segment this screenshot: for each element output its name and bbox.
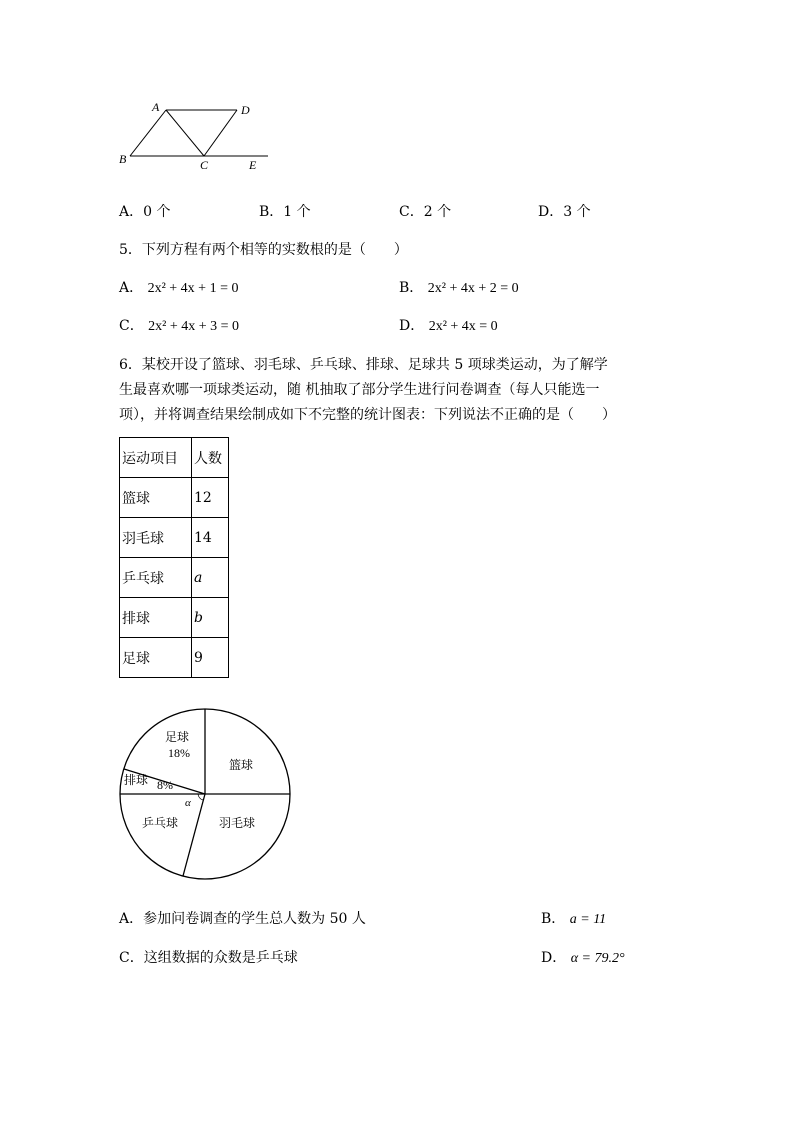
table-row bbox=[120, 518, 229, 558]
geometry-figure bbox=[112, 98, 282, 178]
table-row bbox=[120, 478, 229, 518]
q4-option-c-text: 2 个 bbox=[423, 204, 452, 220]
q6-option-d bbox=[541, 949, 625, 968]
table-cell: a bbox=[192, 558, 229, 598]
pie-chart bbox=[118, 707, 294, 883]
q5-option-d-letter: D． bbox=[399, 318, 425, 334]
table-cell: 9 bbox=[192, 638, 229, 678]
label-A: A bbox=[152, 100, 160, 114]
q5-option-b-letter: B． bbox=[399, 280, 424, 296]
q5-option-a-expr: 2x² + 4x + 1 = 0 bbox=[147, 281, 239, 296]
q6-option-c bbox=[119, 949, 298, 967]
q6-option-a bbox=[119, 910, 366, 928]
q4-option-d bbox=[538, 203, 591, 221]
label-D: D bbox=[241, 103, 250, 117]
table-row bbox=[120, 638, 229, 678]
q6-stem-line-3: 项），并将调查结果绘制成如下不完整的统计图表：下列说法不正确的是（ ） bbox=[119, 407, 616, 423]
q6-option-b-text: a = 11 bbox=[569, 912, 607, 927]
table-row bbox=[120, 558, 229, 598]
q6-option-c-letter: C． bbox=[119, 950, 144, 966]
label-B: B bbox=[119, 152, 127, 166]
table-cell: 乒乓球 bbox=[120, 558, 192, 598]
q5-option-a-letter: A． bbox=[119, 280, 144, 296]
alpha-arc bbox=[198, 794, 203, 800]
q4-option-b-text: 1 个 bbox=[283, 204, 311, 220]
q6-option-d-letter: D． bbox=[541, 950, 567, 966]
pie-label-yumaoqiu: 羽毛球 bbox=[219, 816, 256, 830]
table-cell: 14 bbox=[192, 518, 229, 558]
pie-label-zuqiu-pct: 18% bbox=[168, 746, 190, 760]
label-E: E bbox=[249, 158, 257, 172]
q6-option-d-text: α = 79.2° bbox=[570, 951, 625, 966]
q4-option-c bbox=[399, 203, 451, 221]
q6-option-c-text: 这组数据的众数是乒乓球 bbox=[143, 950, 298, 966]
q6-stem-line-2: 生最喜欢哪一项球类运动，随 机抽取了部分学生进行问卷调查（每人只能选一 bbox=[119, 382, 600, 398]
pie-label-zuqiu: 足球 bbox=[165, 730, 190, 744]
q6-stem-line-1: 6．某校开设了篮球、羽毛球、乒乓球、排球、足球共 5 项球类运动，为了解学 bbox=[119, 357, 608, 373]
pie-label-alpha: α bbox=[185, 797, 191, 809]
q6-option-a-letter: A． bbox=[119, 911, 144, 927]
pie-label-paiqiu-pct: 8% bbox=[157, 778, 173, 792]
label-C: C bbox=[200, 158, 209, 172]
table-cell: b bbox=[192, 598, 229, 638]
q4-option-d-letter: D． bbox=[538, 204, 564, 220]
table-header-row bbox=[120, 438, 229, 478]
q5-option-d bbox=[399, 317, 498, 336]
segment-DC bbox=[204, 110, 237, 156]
table-cell: 排球 bbox=[120, 598, 192, 638]
sports-table bbox=[119, 437, 229, 678]
table-cell: 篮球 bbox=[120, 478, 192, 518]
table-row bbox=[120, 598, 229, 638]
q5-option-d-expr: 2x² + 4x = 0 bbox=[428, 319, 498, 334]
table-cell: 12 bbox=[192, 478, 229, 518]
table-header-cell: 人数 bbox=[192, 438, 229, 478]
q4-option-b-letter: B． bbox=[259, 204, 284, 220]
q4-option-b bbox=[259, 203, 311, 221]
q5-option-b bbox=[399, 279, 519, 298]
table-header-cell: 运动项目 bbox=[120, 438, 192, 478]
pie-label-pingpang: 乒乓球 bbox=[142, 816, 179, 830]
q4-option-c-letter: C． bbox=[399, 204, 424, 220]
q5-option-b-expr: 2x² + 4x + 2 = 0 bbox=[427, 281, 519, 296]
q4-option-a-text: 0 个 bbox=[143, 204, 171, 220]
pie-label-lanqiu: 篮球 bbox=[229, 758, 254, 772]
q6-option-b-letter: B． bbox=[541, 911, 566, 927]
pie-label-paiqiu: 排球 bbox=[124, 773, 149, 787]
q5-option-c-letter: C． bbox=[119, 318, 144, 334]
table-cell: 足球 bbox=[120, 638, 192, 678]
q5-option-c-expr: 2x² + 4x + 3 = 0 bbox=[148, 319, 240, 334]
q5-stem: 5．下列方程有两个相等的实数根的是（ ） bbox=[119, 242, 408, 258]
q4-option-d-text: 3 个 bbox=[563, 204, 591, 220]
q6-option-a-text: 参加问卷调查的学生总人数为 50 人 bbox=[143, 911, 366, 927]
segment-AB bbox=[130, 110, 166, 156]
q6-option-b bbox=[541, 910, 606, 929]
q5-option-c bbox=[119, 317, 239, 336]
q4-option-a bbox=[119, 203, 170, 221]
q5-option-a bbox=[119, 279, 238, 298]
segment-AC bbox=[166, 110, 204, 156]
table-cell: 羽毛球 bbox=[120, 518, 192, 558]
q4-option-a-letter: A． bbox=[119, 204, 144, 220]
